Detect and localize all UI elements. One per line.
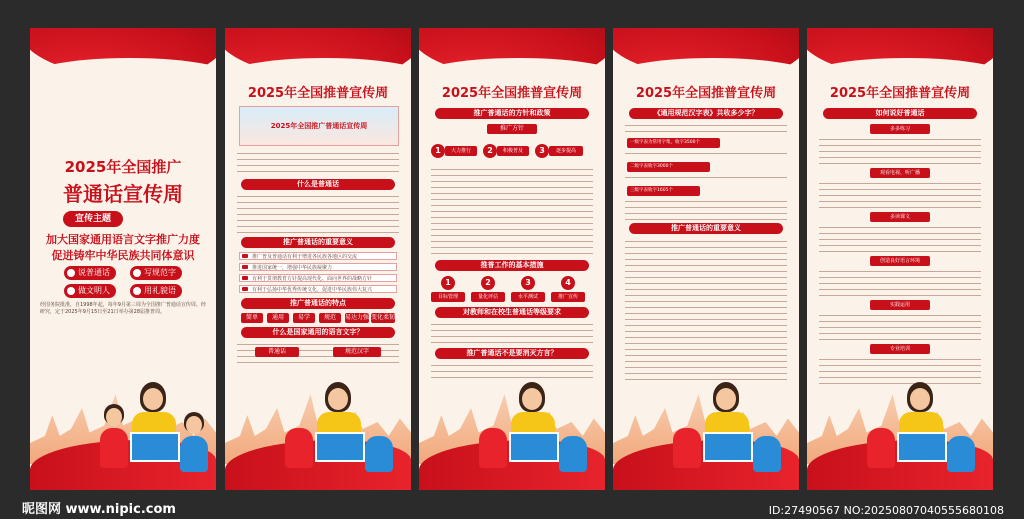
main-title: 2025年全国推广: [64, 158, 182, 176]
section-character-table: 《通用规范汉字表》共收多少字？: [629, 108, 783, 119]
policy-item: 逐步提高: [549, 146, 583, 156]
children-reading-illustration: [867, 382, 977, 482]
method-item: 多多练习: [870, 124, 930, 134]
level-1-bar: 一级字表为常用字集，收字3500个: [627, 138, 720, 148]
feature-tag: 易达力强: [345, 314, 370, 321]
panel-title: 2025年全国推普宣传周: [635, 86, 777, 101]
feature-tag: 通用: [267, 313, 289, 323]
level-3-bar: 三级字表收字1605个: [627, 186, 700, 196]
panel-title: 2025年全国推普宣传周: [247, 86, 389, 101]
panel-title: 2025年全国推普宣传周: [829, 86, 971, 101]
feature-tag: 简单: [241, 313, 263, 323]
theme-badge: 宣传主题: [63, 211, 123, 227]
level-2-bar: 二级字表收字3000个: [627, 162, 710, 172]
poster-panel-3: [419, 28, 605, 490]
poster-panel-2: [225, 28, 411, 490]
illustration: [30, 350, 216, 490]
list-item: 有利于弘扬中华优秀传统文化，促进中华民族伟大复兴: [239, 285, 397, 293]
measure-label: 推广宣传: [551, 292, 585, 302]
measure-number: 1: [441, 276, 455, 290]
method-item: 观看电视、听广播: [870, 168, 930, 178]
section-dialects: 推广普通话不是要消灭方言？: [435, 348, 589, 359]
children-reading-illustration: [285, 382, 395, 482]
section-measures: 推普工作的基本措施: [435, 260, 589, 271]
measure-number: 4: [561, 276, 575, 290]
section-what-is-putonghua: 什么是普通话: [241, 179, 395, 190]
measure-label: 量化评估: [471, 292, 505, 302]
watermark-left: 昵图网 www.nipic.com: [22, 502, 176, 517]
section-policy: 推广普通话的方针和政策: [435, 108, 589, 119]
list-item: 有利于贯彻教育方针提高现代化、面向世界的战略方针: [239, 274, 397, 282]
poster-panel-1: [30, 28, 216, 490]
poster-panel-4: [613, 28, 799, 490]
policy-item: 积极普及: [497, 146, 529, 156]
measure-number: 2: [481, 276, 495, 290]
measure-label: 目标管理: [431, 292, 465, 302]
intro-text: 经国务院批准，自1998年起，每年9月第三周为全国推广普通话宣传周。经研究，定于2025年9月15日至21日举办第28届推普周。: [40, 302, 206, 315]
policy-item: 大力推行: [445, 146, 477, 156]
banner-image: 2025年全国推广普通话宣传周: [239, 106, 399, 146]
policy-tag: 推广方针: [487, 124, 537, 134]
putonghua-tag: 普通话: [255, 347, 299, 357]
step-number: 2: [483, 144, 497, 158]
pill-speak: 说普通话: [64, 266, 116, 280]
main-subtitle: 普通话宣传周: [63, 182, 183, 206]
children-reading-illustration: [673, 382, 783, 482]
pill-polite: 用礼貌语: [130, 284, 182, 298]
measure-label: 水平测试: [511, 292, 545, 302]
step-number: 1: [431, 144, 445, 158]
feature-tag: 变化柔韧: [371, 314, 396, 321]
section-national-language: 什么是国家通用的语言文字？: [241, 327, 395, 338]
section-significance: 推广普通话的重要意义: [241, 237, 395, 248]
measure-number: 3: [521, 276, 535, 290]
poster-panel-5: [807, 28, 993, 490]
section-features: 推广普通话的特点: [241, 298, 395, 309]
section-how-to-speak: 如何说好普通话: [823, 108, 977, 119]
method-item: 多读课文: [870, 212, 930, 222]
method-item: 专业培训: [870, 344, 930, 354]
watermark-id: ID:27490567 NO:20250807040555680108: [768, 504, 1004, 517]
panel-title: 2025年全国推普宣传周: [441, 86, 583, 101]
step-number: 3: [535, 144, 549, 158]
list-item: 推广普及普通话有利于增进各民族各地区的交流: [239, 252, 397, 260]
method-item: 创造良好语言环境: [870, 256, 930, 266]
children-reading-illustration: [479, 382, 589, 482]
section-significance: 推广普通话的重要意义: [629, 223, 783, 234]
children-reading-illustration: [100, 382, 210, 482]
slogan-2: 促进铸牢中华民族共同体意识: [51, 249, 195, 262]
section-teacher-requirements: 对教师和在校生普通话等级要求: [435, 307, 589, 318]
slogan-1: 加大国家通用语言文字推广力度: [46, 233, 200, 246]
list-item: 推进国家统一，增强中华民族凝聚力: [239, 263, 397, 271]
method-item: 实践运用: [870, 300, 930, 310]
standard-chars-tag: 规范汉字: [333, 347, 381, 357]
pill-civil: 做文明人: [64, 284, 116, 298]
feature-tag: 易学: [293, 313, 315, 323]
pill-write: 写规范字: [130, 266, 182, 280]
feature-tag: 规范: [319, 313, 341, 323]
